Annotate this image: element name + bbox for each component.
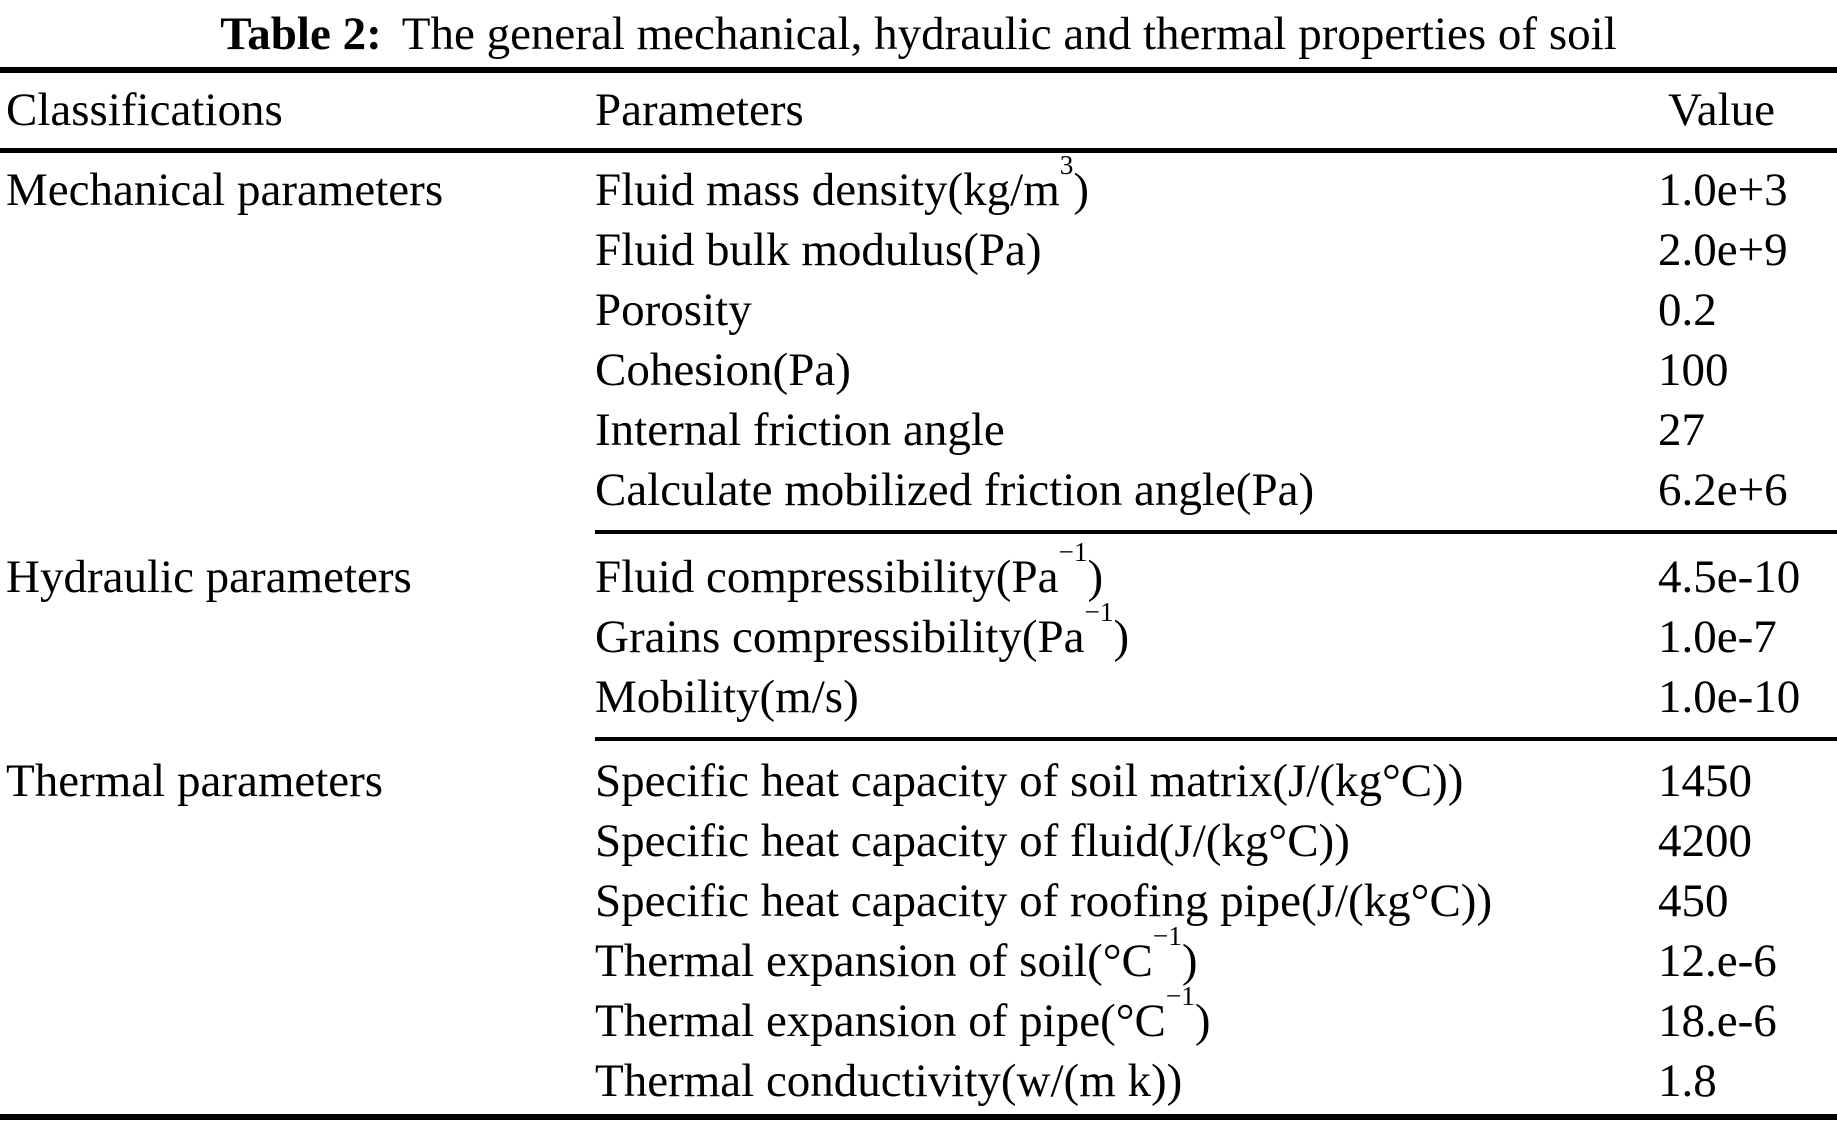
parameter-cell: Fluid bulk modulus(Pa) <box>595 224 1042 277</box>
parameter-cell: Internal friction angle <box>595 404 1005 457</box>
parameter-cell: Thermal expansion of $pipe(^\circ C^{-1})$ <box>595 981 1211 1048</box>
value-cell: 27 <box>1658 404 1705 457</box>
table-header-row <box>0 73 1837 148</box>
column-header-classifications: Classifications <box>6 83 283 136</box>
table-section <box>0 741 1837 1114</box>
parameter-cell: Specific heat capacity of roofing pipe(J/(kg°C)) <box>595 875 1493 928</box>
parameter-cell: Fluid $compressibility(Pa^{-1})$ <box>595 537 1104 604</box>
superscript: −1 <box>1084 597 1114 628</box>
value-cell: 1450 <box>1658 755 1752 808</box>
parameter-cell: Porosity <box>595 284 752 337</box>
table-caption <box>0 0 1837 67</box>
table-caption-text: The general mechanical, hydraulic and thermal properties of soil <box>401 7 1617 60</box>
superscript: −1 <box>1152 921 1182 952</box>
table-section <box>0 150 1837 530</box>
value-cell: 18.e-6 <box>1658 995 1777 1048</box>
value-cell: 1.0e-10 <box>1658 671 1801 724</box>
classification-cell: Mechanical parameters <box>6 164 444 217</box>
parameter-cell: Mobility(m/s) <box>595 671 859 724</box>
value-cell: 6.2e+6 <box>1658 464 1788 517</box>
table-caption-label: Table 2: <box>220 7 382 60</box>
parameter-cell: Grains $compressibility(Pa^{-1})$ <box>595 597 1130 664</box>
value-cell: 0.2 <box>1658 284 1717 337</box>
parameter-cell: Calculate mobilized friction angle(Pa) <box>595 464 1315 517</box>
table-section <box>0 534 1837 737</box>
classification-cell: Thermal parameters <box>6 755 384 808</box>
parameter-cell: Cohesion(Pa) <box>595 344 851 397</box>
column-header-parameters: Parameters <box>595 83 804 136</box>
parameter-cell: Specific heat capacity of fluid(J/(kg°C)) <box>595 815 1350 868</box>
classification-cell: Hydraulic parameters <box>6 551 412 604</box>
parameter-cell: Thermal conductivity(w/(m k)) <box>595 1055 1183 1108</box>
value-cell: 2.0e+9 <box>1658 224 1788 277</box>
parameter-cell: Fluid mass $density(kg/m^3)$ <box>595 150 1090 217</box>
table-body <box>0 150 1837 1114</box>
value-cell: 1.0e-7 <box>1658 611 1777 664</box>
superscript: −1 <box>1165 981 1195 1012</box>
parameter-cell: Thermal expansion of $soil(^\circ C^{-1})$ <box>595 921 1198 988</box>
column-header-value: Value <box>1668 83 1776 136</box>
superscript: −1 <box>1058 537 1088 568</box>
value-cell: 4.5e-10 <box>1658 551 1801 604</box>
superscript: 3 <box>1059 150 1074 181</box>
value-cell: 1.8 <box>1658 1055 1717 1108</box>
table-bottom-rule <box>0 1114 1837 1120</box>
value-cell: 1.0e+3 <box>1658 164 1788 217</box>
value-cell: 100 <box>1658 344 1729 397</box>
value-cell: 450 <box>1658 875 1729 928</box>
parameter-cell: Specific heat capacity of soil matrix(J/(kg°C)) <box>595 755 1464 808</box>
value-cell: 4200 <box>1658 815 1752 868</box>
value-cell: 12.e-6 <box>1658 935 1777 988</box>
